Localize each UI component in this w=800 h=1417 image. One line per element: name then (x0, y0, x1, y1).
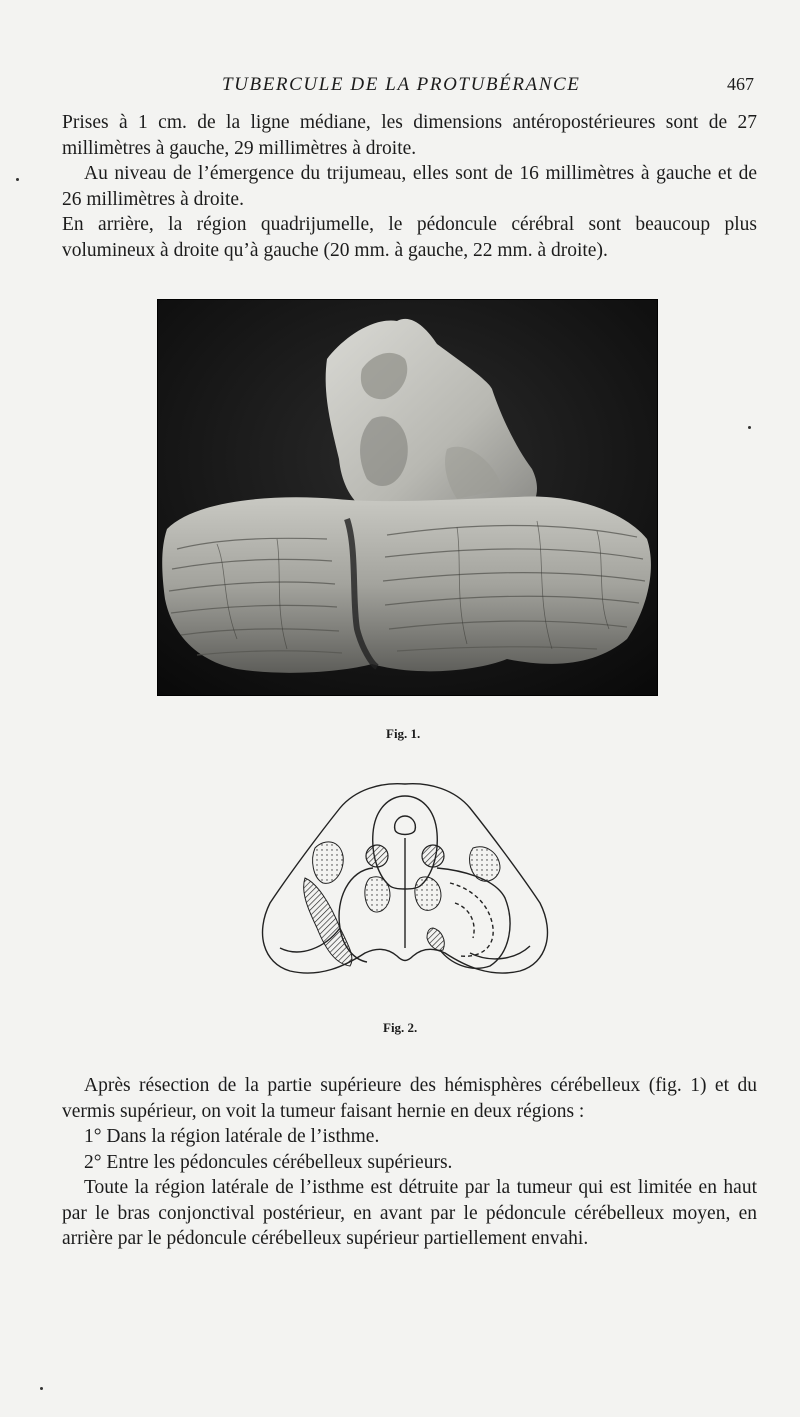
paragraph: Prises à 1 cm. de la ligne médiane, les dimensions antéropostérieures sont de 27 millimètres à gauche, 29 millimètres à droite. (62, 112, 757, 159)
paragraph: Toute la région latérale de l’isthme est détruite par la tumeur qui est limitée en haut par le bras conjonctival postérieur, en avant par le pédoncule cérébelleux moyen, en arrière par le pédoncule cérébelleux supérieur partiellement envahi. (62, 1177, 757, 1249)
running-head: TUBERCULE DE LA PROTUBÉRANCE (222, 74, 581, 95)
paragraph: Après résection de la partie supérieure des hémisphères cérébelleux (fig. 1) et du vermis supérieur, on voit la tumeur faisant hernie en deux régions : (62, 1075, 757, 1122)
paragraph: 2° Entre les pédoncules cérébelleux supérieurs. (84, 1151, 453, 1173)
figure-2-caption: Fig. 2. (383, 1020, 418, 1035)
specimen-photo-image (157, 299, 658, 696)
print-speck (748, 426, 751, 429)
figure-1-photo (157, 299, 658, 696)
print-speck (16, 178, 19, 181)
paragraph: En arrière, la région quadrijumelle, le pédoncule cérébral sont beaucoup plus volumineux à droite qu’à gauche (20 mm. à gauche, 22 mm. à droite). (62, 214, 757, 261)
page-number: 467 (727, 74, 754, 94)
text-block-bottom (62, 1073, 757, 1252)
figure-2-diagram (255, 778, 555, 1003)
print-speck (40, 1387, 43, 1390)
paragraph: 1° Dans la région latérale de l’isthme. (84, 1126, 380, 1147)
paragraph: Au niveau de l’émergence du trijumeau, elles sont de 16 millimètres à gauche et de 26 millimètres à droite. (62, 163, 757, 210)
figure-1-caption: Fig. 1. (386, 726, 421, 741)
brainstem-section-drawing (255, 778, 555, 1003)
text-block-top (62, 110, 757, 263)
